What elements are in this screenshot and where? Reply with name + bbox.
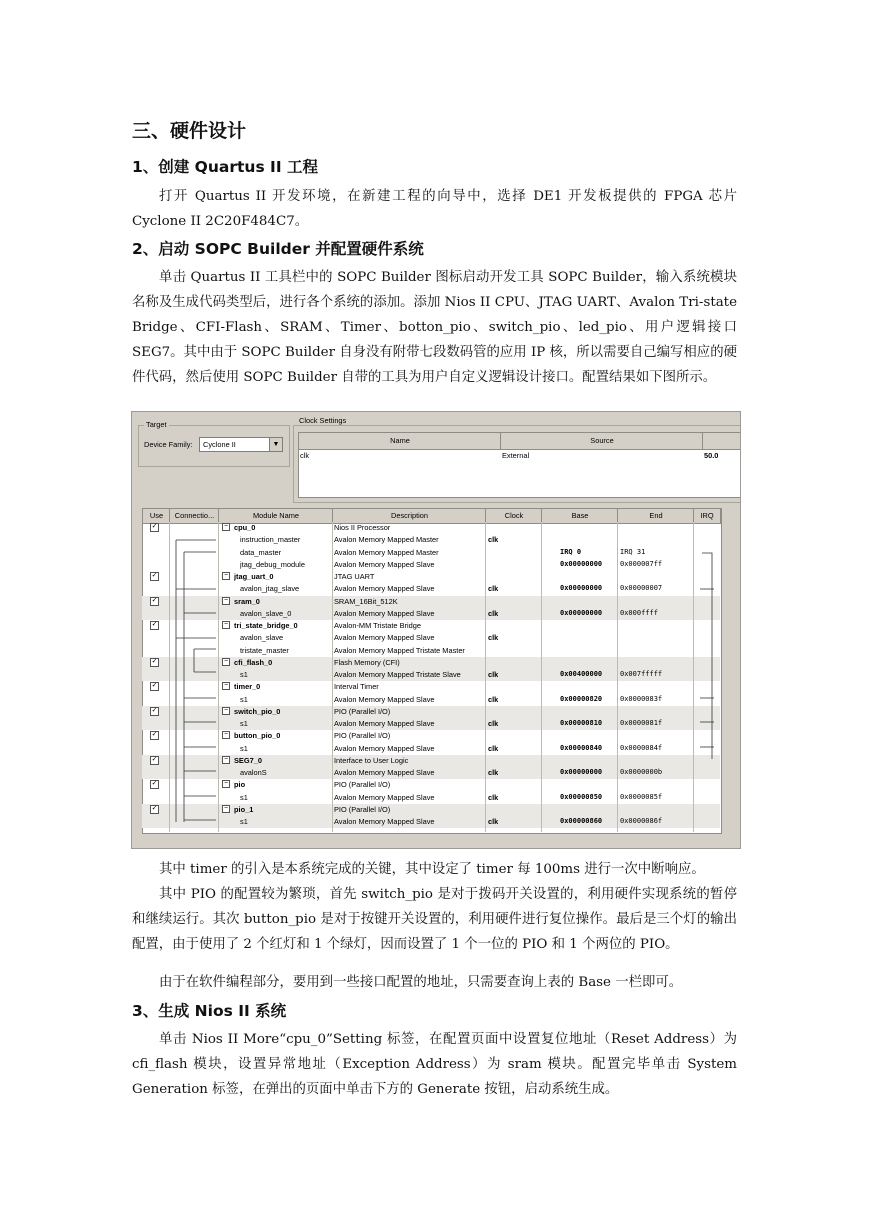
module-description: PIO (Parallel I/O) <box>334 804 391 814</box>
module-description: Avalon Memory Mapped Slave <box>334 694 435 704</box>
module-clock: clk <box>488 694 499 704</box>
subsection-1-title: 1、创建 Quartus II 工程 <box>132 158 318 176</box>
module-end: 0x0000083f <box>620 694 663 703</box>
col-clock: Clock <box>485 508 543 524</box>
module-description: SRAM_16Bit_512K <box>334 596 398 606</box>
module-name: avalon_slave_0 <box>240 608 292 618</box>
module-base: IRQ 0 <box>560 547 582 556</box>
module-end: 0x0000085f <box>620 792 663 801</box>
clock-settings-title: Clock Settings <box>299 416 347 425</box>
module-base: 0x00000820 <box>560 694 603 703</box>
module-description: Flash Memory (CFI) <box>334 657 400 667</box>
collapse-icon[interactable]: − <box>223 755 229 763</box>
module-base: 0x00000000 <box>560 608 603 617</box>
module-name: SEG7_0 <box>234 755 262 765</box>
module-end: IRQ 31 <box>620 547 646 556</box>
module-clock: clk <box>488 584 499 594</box>
device-family-value: Cyclone II <box>203 440 236 449</box>
connection-lines <box>132 412 740 848</box>
module-description: Avalon Memory Mapped Tristate Master <box>334 645 465 655</box>
collapse-icon[interactable]: − <box>223 706 229 714</box>
module-description: Avalon Memory Mapped Slave <box>334 559 435 569</box>
use-checkbox[interactable]: ✓ <box>151 621 158 628</box>
use-checkbox[interactable]: ✓ <box>151 682 158 690</box>
col-end: End <box>617 508 695 524</box>
module-description: PIO (Parallel I/O) <box>334 731 391 741</box>
use-checkbox[interactable]: ✓ <box>151 755 158 763</box>
module-end: 0x000ffff <box>620 608 658 617</box>
module-description: Avalon Memory Mapped Master <box>334 547 439 557</box>
module-clock: clk <box>488 608 499 618</box>
module-clock: clk <box>488 633 499 643</box>
timer-paragraph: 其中 timer 的引入是本系统完成的关键，其中设定了 timer 每 100ms 进行一次中断响应。 <box>159 862 705 877</box>
module-description: Avalon Memory Mapped Slave <box>334 719 435 728</box>
module-name: avalon_jtag_slave <box>240 584 300 594</box>
collapse-icon[interactable]: − <box>223 780 229 788</box>
module-base: 0x00000000 <box>560 559 603 568</box>
module-description: Avalon Memory Mapped Slave <box>334 584 435 594</box>
module-clock: clk <box>488 817 499 826</box>
section-heading: 三、硬件设计 <box>132 120 247 142</box>
chevron-down-icon[interactable]: ▼ <box>269 438 282 451</box>
module-name: s1 <box>240 670 248 679</box>
subsection-1-paragraph: 打开 Quartus II 开发环境，在新建工程的向导中，选择 DE1 开发板提供的 FPGA 芯片 Cyclone II 2C20F484C7。 <box>132 189 737 229</box>
module-clock: clk <box>488 670 499 679</box>
module-name: avalonS <box>240 768 267 777</box>
use-checkbox[interactable]: ✓ <box>151 572 158 579</box>
module-clock: clk <box>488 768 499 777</box>
target-group-title: Target <box>146 420 167 429</box>
module-clock: clk <box>488 535 499 545</box>
collapse-icon[interactable]: − <box>223 596 229 604</box>
collapse-icon[interactable]: − <box>223 682 229 690</box>
module-base: 0x00000840 <box>560 743 603 752</box>
module-base: 0x00000810 <box>560 719 603 727</box>
module-name: s1 <box>240 817 248 826</box>
module-base: 0x00000850 <box>560 792 603 801</box>
module-description: Avalon Memory Mapped Master <box>334 535 439 545</box>
module-description: Interval Timer <box>334 682 379 692</box>
module-name: s1 <box>240 719 248 728</box>
module-description: Nios II Processor <box>334 523 391 532</box>
clock-col-name: Name <box>298 432 502 450</box>
col-description: Description <box>332 508 487 524</box>
base-paragraph: 由于在软件编程部分，要用到一些接口配置的地址，只需要查询上表的 Base 一栏即可。 <box>159 975 683 990</box>
module-description: PIO (Parallel I/O) <box>334 780 391 790</box>
module-description: Avalon Memory Mapped Slave <box>334 792 435 802</box>
module-end: 0x0000084f <box>620 743 663 752</box>
module-name: sram_0 <box>234 596 260 606</box>
use-checkbox[interactable]: ✓ <box>151 523 158 530</box>
module-description: Avalon Memory Mapped Slave <box>334 633 435 643</box>
module-name: pio_1 <box>234 804 254 814</box>
module-name: cfi_flash_0 <box>234 657 273 667</box>
subsection-2-title: 2、启动 SOPC Builder 并配置硬件系统 <box>132 240 424 258</box>
module-base: 0x00000860 <box>560 817 603 825</box>
sopc-builder-screenshot <box>131 411 741 849</box>
module-end: 0x00000007 <box>620 584 663 593</box>
module-description: Avalon Memory Mapped Tristate Slave <box>334 670 461 679</box>
col-module-name: Module Name <box>218 508 334 524</box>
module-description: Interface to User Logic <box>334 755 409 765</box>
col-use: Use <box>142 508 171 524</box>
module-clock: clk <box>488 719 499 728</box>
module-description: Avalon Memory Mapped Slave <box>334 608 435 618</box>
module-name: switch_pio_0 <box>234 706 281 716</box>
subsection-2-paragraph: 单击 Quartus II 工具栏中的 SOPC Builder 图标启动开发工具 SOPC Builder，输入系统模块名称及生成代码类型后，进行各个系统的添加。添加 Nios II CPU、JTAG UART、Avalon Tri-state Bridge、CFI-Flash、SRAM、Timer、botton_pio、switch_pio、led_pio、用户逻辑接口 SEG7。其中由于 SOPC Builder 自身没有附带七段数码管的应用 IP 核，所以需要自己编写相应的硬件代码，然后使用 SOPC Builder 自带的工具为用户自定义逻辑设计接口。配置结果如下图所示。 <box>132 270 737 385</box>
module-clock: clk <box>488 792 499 802</box>
module-end: 0x007fffff <box>620 670 663 678</box>
module-description: Avalon Memory Mapped Slave <box>334 817 435 826</box>
device-family-label: Device Family: <box>144 440 193 449</box>
clock-col-source: Source <box>500 432 704 450</box>
collapse-icon[interactable]: − <box>223 731 229 739</box>
subsection-3-paragraph: 单击 Nios II More“cpu_0”Setting 标签，在配置页面中设置复位地址（Reset Address）为 cfi_flash 模块，设置异常地址（Exception Address）为 sram 模块。配置完毕单击 System Generation 标签，在弹出的页面中单击下方的 Generate 按钮，启动系统生成。 <box>132 1032 737 1097</box>
pio-paragraph: 其中 PIO 的配置较为繁琐，首先 switch_pio 是对于拨码开关设置的，利用硬件实现系统的暂停和继续运行。其次 button_pio 是对于按键开关设置的，利用硬件进行复位操作。最后是三个灯的输出配置，由于使用了 2 个红灯和 1 个绿灯，因而设置了 1 个一位的 PIO 和 1 个两位的 PIO。 <box>132 887 737 952</box>
use-checkbox[interactable]: ✓ <box>151 804 158 812</box>
clock-freq: 50.0 <box>704 451 719 460</box>
collapse-icon[interactable]: − <box>223 523 229 530</box>
clock-name: clk <box>300 451 310 460</box>
module-end: 0x0000086f <box>620 817 663 825</box>
module-name: jtag_debug_module <box>240 559 305 569</box>
module-name: cpu_0 <box>234 523 256 532</box>
module-clock: clk <box>488 743 499 753</box>
collapse-icon[interactable]: − <box>223 804 229 812</box>
use-checkbox[interactable]: ✓ <box>151 706 158 714</box>
module-end: 0x000007ff <box>620 559 663 568</box>
module-description: JTAG UART <box>334 572 375 581</box>
module-end: 0x0000081f <box>620 719 663 727</box>
module-name: timer_0 <box>234 682 261 692</box>
use-checkbox[interactable]: ✓ <box>151 731 158 739</box>
module-name: tri_state_bridge_0 <box>234 621 298 630</box>
module-description: Avalon Memory Mapped Slave <box>334 743 435 753</box>
module-name: avalon_slave <box>240 633 284 643</box>
col-base: Base <box>541 508 619 524</box>
collapse-icon[interactable]: − <box>223 621 229 628</box>
module-description: Avalon-MM Tristate Bridge <box>334 621 421 630</box>
use-checkbox[interactable]: ✓ <box>151 596 158 604</box>
module-name: instruction_master <box>240 535 301 545</box>
module-base: 0x00400000 <box>560 670 603 678</box>
module-name: s1 <box>240 694 248 704</box>
module-name: data_master <box>240 547 282 557</box>
collapse-icon[interactable]: − <box>223 572 229 579</box>
module-end: 0x0000000b <box>620 768 663 776</box>
module-name: s1 <box>240 743 248 753</box>
module-name: button_pio_0 <box>234 731 281 741</box>
col-irq: IRQ <box>693 508 721 524</box>
collapse-icon[interactable]: − <box>223 657 229 665</box>
subsection-3-title: 3、生成 Nios II 系统 <box>132 1002 287 1020</box>
module-name: pio <box>234 780 246 790</box>
module-description: PIO (Parallel I/O) <box>334 706 391 716</box>
module-base: 0x00000000 <box>560 768 603 776</box>
module-base: 0x00000000 <box>560 584 603 593</box>
use-checkbox[interactable]: ✓ <box>151 780 158 788</box>
module-name: s1 <box>240 792 248 802</box>
module-name: jtag_uart_0 <box>234 572 274 581</box>
use-checkbox[interactable]: ✓ <box>151 657 158 665</box>
module-name: tristate_master <box>240 645 289 655</box>
module-description: Avalon Memory Mapped Slave <box>334 768 435 777</box>
clock-source: External <box>502 451 530 460</box>
col-connections: Connectio... <box>169 508 220 524</box>
